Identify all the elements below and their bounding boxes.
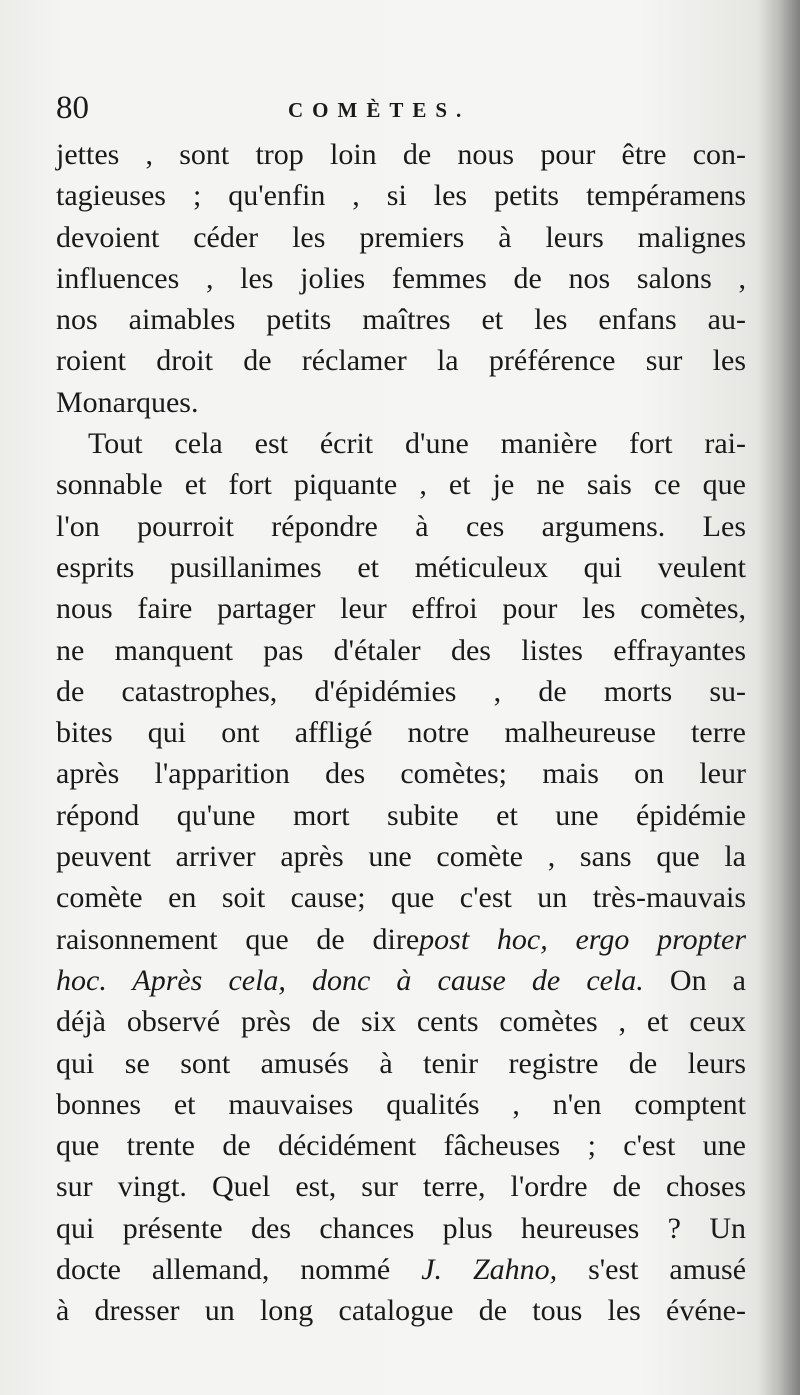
text-line: que trente de décidément fâcheuses ; c'est une	[56, 1129, 746, 1163]
text-line: peuvent arriver après une comète , sans que la	[56, 840, 746, 874]
text-line: de catastrophes, d'épidémies , de morts su-	[56, 674, 746, 708]
text-italic: hoc. Après cela, donc à cause de cela.	[56, 963, 644, 997]
text-line: l'on pourroit répondre à ces argumens. Les	[56, 509, 746, 543]
text-line: sur vingt. Quel est, sur terre, l'ordre de choses	[56, 1170, 746, 1204]
text-line: à dresser un long catalogue de tous les événe-	[56, 1294, 746, 1328]
text-line: qui se sont amusés à tenir registre de leurs	[56, 1046, 746, 1080]
text-line: roient droit de réclamer la préférence sur les	[56, 344, 746, 378]
text-italic: J. Zahno,	[421, 1253, 558, 1287]
text-line: nos aimables petits maîtres et les enfans au-	[56, 303, 746, 337]
page-edge-shadow	[758, 0, 800, 1395]
text-line: Monarques.	[56, 385, 199, 419]
text-line: répond qu'une mort subite et une épidémie	[56, 798, 746, 832]
text-line: influences , les jolies femmes de nos salons ,	[56, 261, 746, 295]
text-line: comète en soit cause; que c'est un très-mauvais	[56, 881, 746, 915]
text-line: ne manquent pas d'étaler des listes effrayantes	[56, 633, 746, 667]
text-roman: docte allemand, nommé	[56, 1253, 391, 1287]
text-roman: raisonnement que de dire	[56, 922, 420, 956]
text-roman: On a	[643, 963, 746, 997]
page-header	[56, 88, 746, 128]
text-line: jettes , sont trop loin de nous pour être con-	[56, 138, 746, 171]
text-line: Tout cela est écrit d'une manière fort rai-	[88, 427, 746, 461]
text-line: bites qui ont affligé notre malheureuse terre	[56, 716, 746, 750]
text-italic: post hoc, ergo propter	[419, 922, 747, 956]
text-line: nous faire partager leur effroi pour les comètes,	[56, 592, 746, 626]
text-line: esprits pusillanimes et méticuleux qui veulent	[56, 550, 746, 584]
text-line	[56, 1249, 746, 1290]
text-line: qui présente des chances plus heureuses ? Un	[56, 1211, 746, 1245]
text-line: bonnes et mauvaises qualités , n'en comptent	[56, 1087, 746, 1121]
text-line: tagieuses ; qu'enfin , si les petits tempéramens	[56, 179, 746, 213]
body-text	[56, 134, 746, 1332]
text-line	[56, 960, 746, 1001]
text-line	[56, 919, 746, 960]
text-line: déjà observé près de six cents comètes , et ceux	[56, 1005, 746, 1039]
text-roman: s'est amusé	[557, 1253, 747, 1287]
text-line: devoient céder les premiers à leurs malignes	[56, 220, 746, 254]
running-title: COMÈTES.	[288, 98, 471, 122]
text-line: après l'apparition des comètes; mais on leur	[56, 757, 746, 791]
page-number: 80	[56, 90, 89, 126]
text-line: sonnable et fort piquante , et je ne sais ce que	[56, 468, 746, 502]
